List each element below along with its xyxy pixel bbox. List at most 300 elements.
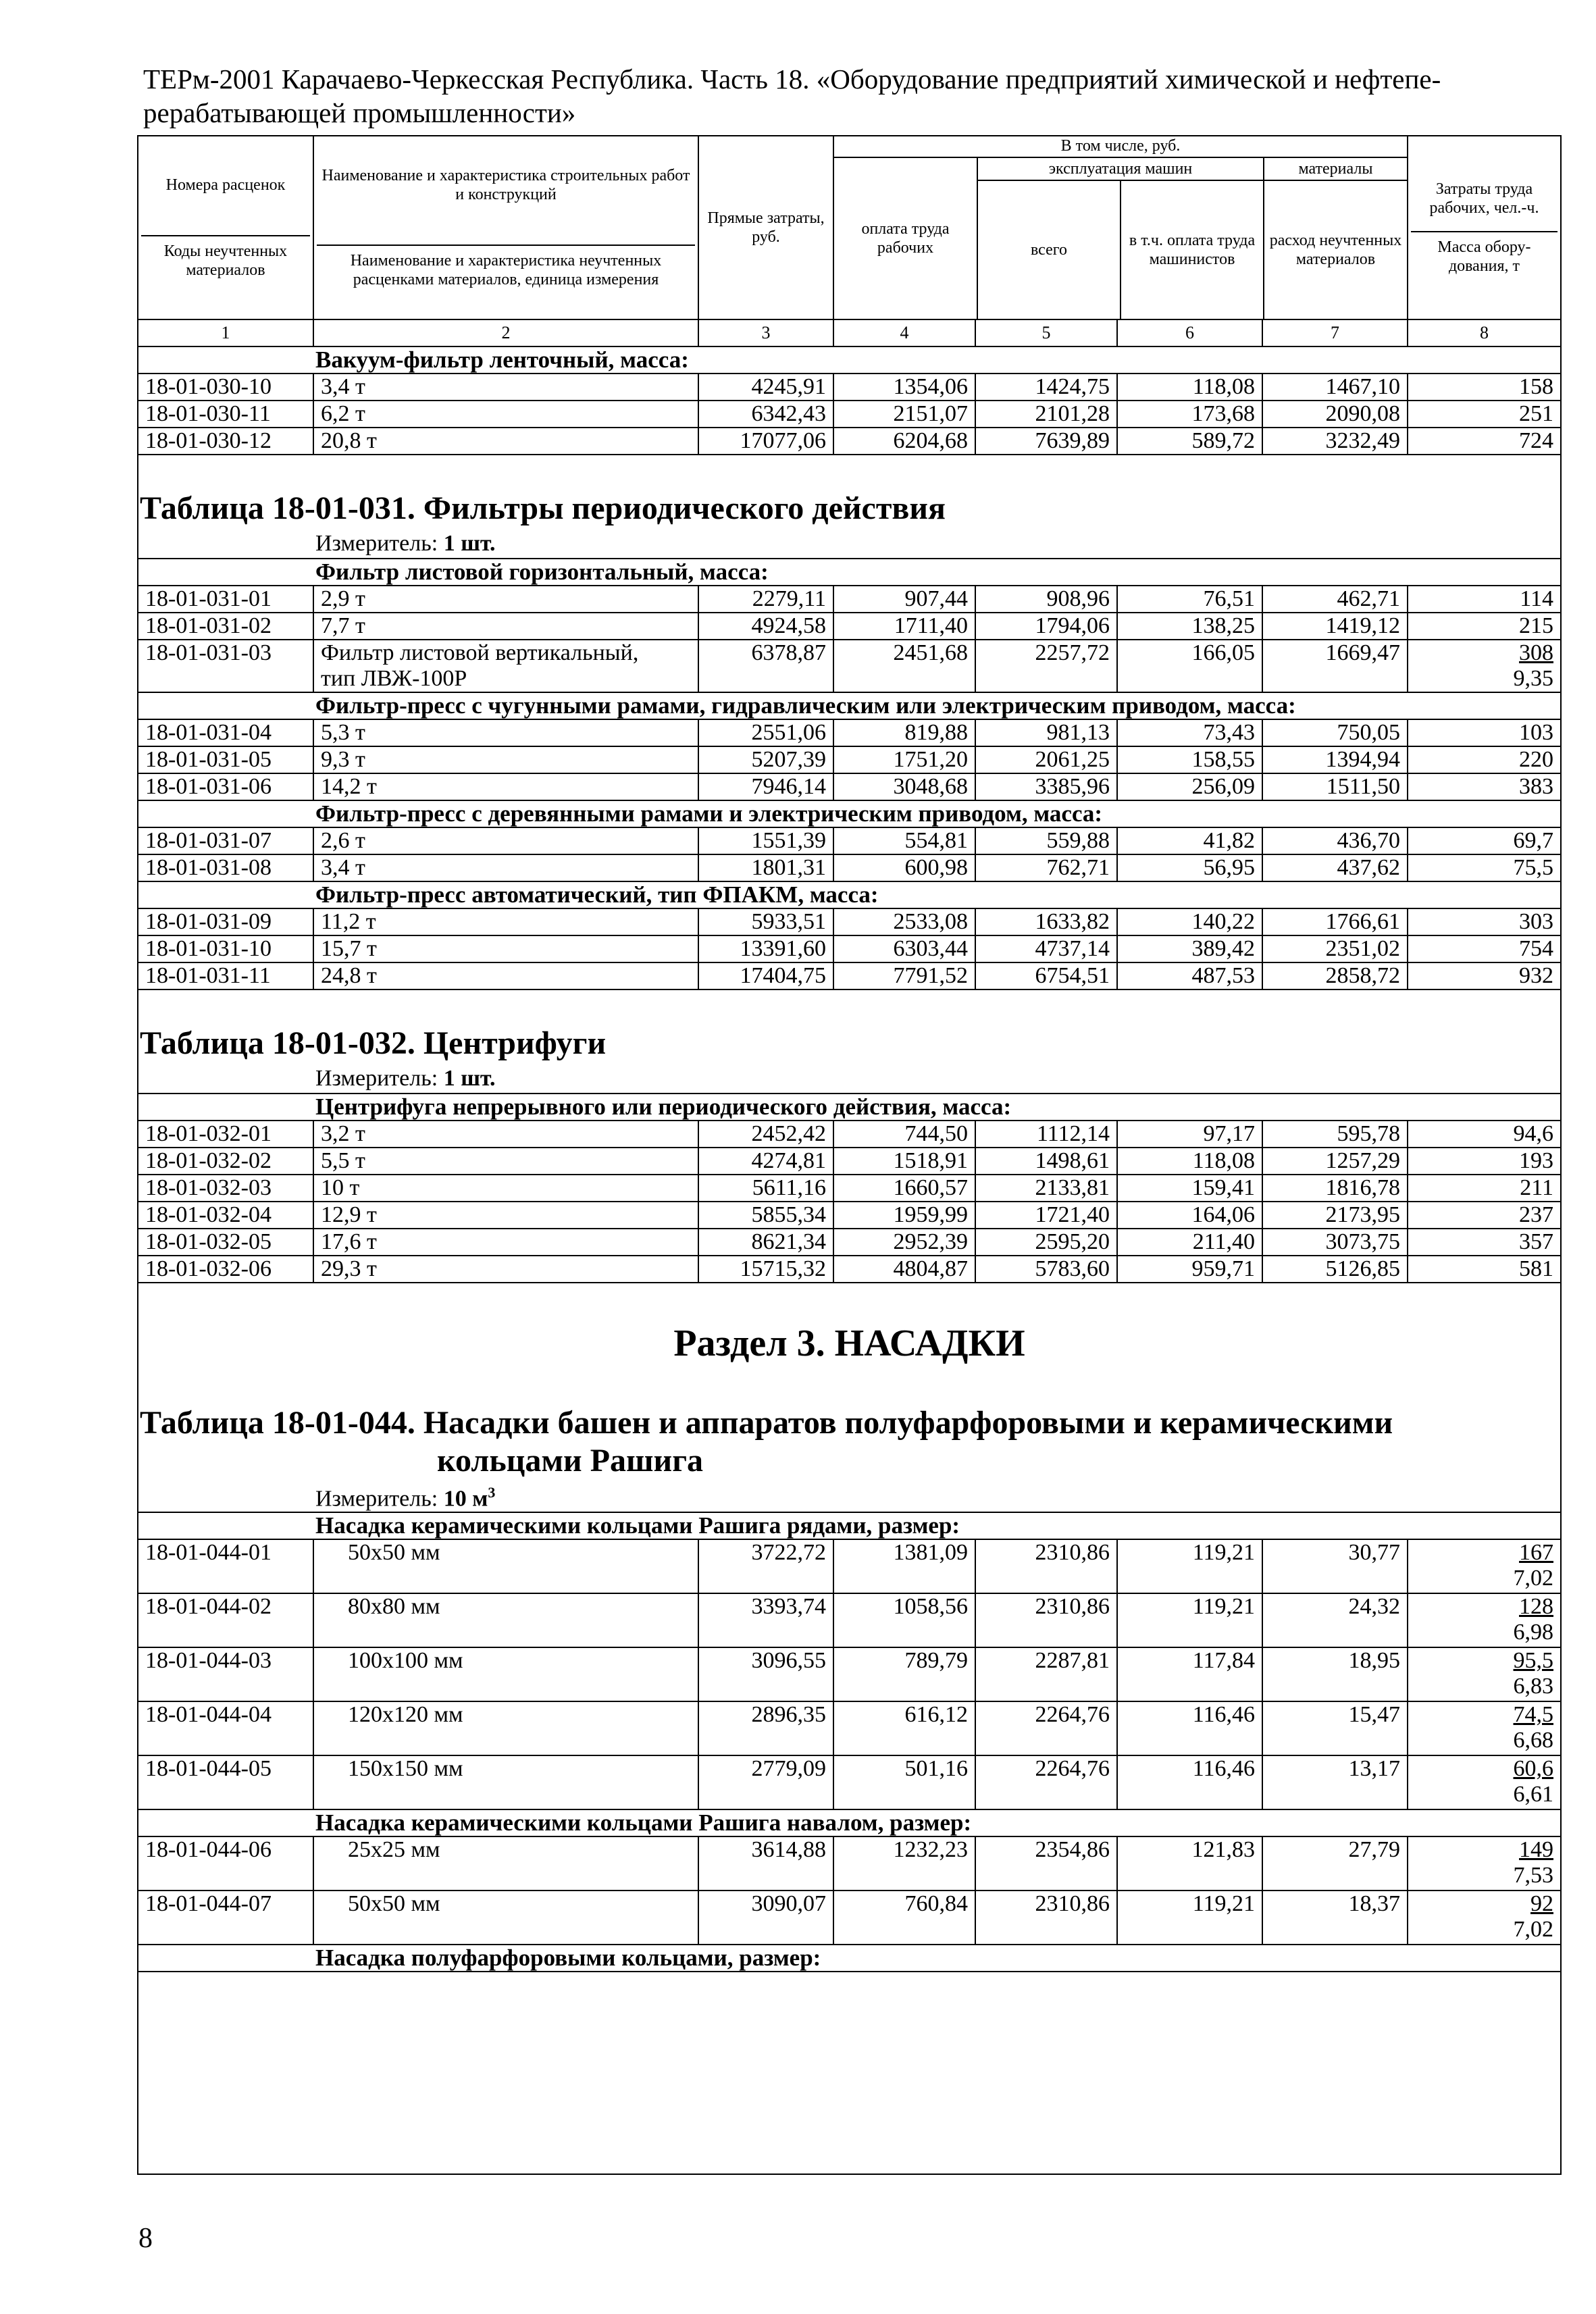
cost-c3: 2779,09 — [698, 1755, 833, 1809]
table-row — [138, 746, 1561, 773]
labor-mass: 211 — [1408, 1175, 1561, 1202]
measure-unit: Измеритель: 1 шт. — [138, 529, 1561, 559]
rate-code: 18-01-030-10 — [138, 374, 313, 401]
table-row — [138, 719, 1561, 746]
cost-c7: 437,62 — [1262, 854, 1408, 881]
group-heading: Фильтр-пресс с чугунными рамами, гидравлическим или электрическим приводом, масса: — [138, 692, 1561, 719]
table-title-row — [138, 488, 1561, 529]
cost-c6: 389,42 — [1117, 935, 1262, 962]
cost-c5: 1721,40 — [975, 1202, 1117, 1229]
cost-c7: 2090,08 — [1262, 401, 1408, 428]
measure-unit: Измеритель: 10 $м^3$ — [138, 1480, 1561, 1512]
labor-mass: 114 — [1408, 586, 1561, 613]
cost-c7: 2351,02 — [1262, 935, 1408, 962]
cost-c6: 959,71 — [1117, 1256, 1262, 1283]
labor-mass: 74,5 6,68 — [1408, 1701, 1561, 1755]
rate-code: 18-01-031-10 — [138, 935, 313, 962]
cost-c5: 559,88 — [975, 827, 1117, 854]
cost-c6: 121,83 — [1117, 1836, 1262, 1891]
table-row — [138, 962, 1561, 989]
cost-c7: 1669,47 — [1262, 640, 1408, 692]
item-name: 120х120 мм — [313, 1701, 698, 1755]
cost-c5: 2287,81 — [975, 1647, 1117, 1701]
cost-c3: 3722,72 — [698, 1539, 833, 1593]
cost-c6: 138,25 — [1117, 613, 1262, 640]
cost-c4: 744,50 — [833, 1121, 975, 1148]
cost-c5: 6754,51 — [975, 962, 1117, 989]
cost-c5: 4737,14 — [975, 935, 1117, 962]
cost-c4: 600,98 — [833, 854, 975, 881]
table-row — [138, 613, 1561, 640]
header-materials-use: расход неучтенных материалов — [1269, 232, 1402, 268]
rate-code: 18-01-031-08 — [138, 854, 313, 881]
table-row — [138, 773, 1561, 800]
rate-code: 18-01-031-03 — [138, 640, 313, 692]
item-name: 17,6 т — [313, 1229, 698, 1256]
table-row — [138, 1256, 1561, 1283]
table-row — [138, 1539, 1561, 1593]
labor-mass: 220 — [1408, 746, 1561, 773]
rate-code: 18-01-044-01 — [138, 1539, 313, 1593]
spacer-row — [138, 989, 1561, 1023]
cost-c5: 2310,86 — [975, 1593, 1117, 1647]
cost-c6: 41,82 — [1117, 827, 1262, 854]
spacer-row — [138, 1283, 1561, 1316]
rate-code: 18-01-044-02 — [138, 1593, 313, 1647]
header-including: В том числе, руб. оплата труда рабочих эксплуатация машин материалы всего в т.ч. оплата труда машинистов расход неучтенных материалов — [833, 136, 1408, 319]
cost-c4: 501,16 — [833, 1755, 975, 1809]
group-heading-row — [138, 1094, 1561, 1121]
cost-c7: 2173,95 — [1262, 1202, 1408, 1229]
cost-c4: 1058,56 — [833, 1593, 975, 1647]
table-row — [138, 1175, 1561, 1202]
table-row — [138, 640, 1561, 692]
labor-mass: 581 — [1408, 1256, 1561, 1283]
column-number: 7 — [1262, 319, 1408, 346]
spacer-row — [138, 455, 1561, 488]
table-title: Таблица 18-01-032. Центрифуги — [138, 1023, 1561, 1064]
cost-c3: 1801,31 — [698, 854, 833, 881]
table-row — [138, 1836, 1561, 1891]
cost-c7: 1766,61 — [1262, 908, 1408, 935]
cost-c6: 116,46 — [1117, 1701, 1262, 1755]
cost-c4: 7791,52 — [833, 962, 975, 989]
labor-mass: 383 — [1408, 773, 1561, 800]
measure-row — [138, 1064, 1561, 1094]
item-name: 50х50 мм — [313, 1539, 698, 1593]
column-number: 2 — [313, 319, 698, 346]
item-name: 2,6 т — [313, 827, 698, 854]
rate-code: 18-01-031-01 — [138, 586, 313, 613]
cost-c5: 2061,25 — [975, 746, 1117, 773]
labor-mass: 60,6 6,61 — [1408, 1755, 1561, 1809]
cost-c5: 1424,75 — [975, 374, 1117, 401]
cost-c3: 2551,06 — [698, 719, 833, 746]
labor-mass: 69,7 — [1408, 827, 1561, 854]
cost-c5: 2264,76 — [975, 1701, 1117, 1755]
cost-c3: 3614,88 — [698, 1836, 833, 1891]
item-name: 12,9 т — [313, 1202, 698, 1229]
cost-c4: 1232,23 — [833, 1836, 975, 1891]
rate-code: 18-01-032-01 — [138, 1121, 313, 1148]
rate-code: 18-01-044-03 — [138, 1647, 313, 1701]
cost-c7: 1816,78 — [1262, 1175, 1408, 1202]
cost-c5: 981,13 — [975, 719, 1117, 746]
cost-c3: 17404,75 — [698, 962, 833, 989]
cost-c7: 1511,50 — [1262, 773, 1408, 800]
table-row — [138, 1891, 1561, 1945]
cost-c7: 2858,72 — [1262, 962, 1408, 989]
cost-c5: 2310,86 — [975, 1891, 1117, 1945]
column-number: 8 — [1408, 319, 1561, 346]
labor-mass: 251 — [1408, 401, 1561, 428]
column-number: 6 — [1117, 319, 1262, 346]
table-row — [138, 401, 1561, 428]
labor-mass: 95,5 6,83 — [1408, 1647, 1561, 1701]
cost-c4: 760,84 — [833, 1891, 975, 1945]
cost-c6: 118,08 — [1117, 374, 1262, 401]
cost-c5: 2595,20 — [975, 1229, 1117, 1256]
cost-c3: 3393,74 — [698, 1593, 833, 1647]
cost-c3: 5855,34 — [698, 1202, 833, 1229]
item-name: 10 т — [313, 1175, 698, 1202]
cost-c6: 256,09 — [1117, 773, 1262, 800]
table-row — [138, 374, 1561, 401]
cost-c7: 24,32 — [1262, 1593, 1408, 1647]
cost-c7: 18,37 — [1262, 1891, 1408, 1945]
cost-c3: 6378,87 — [698, 640, 833, 692]
filler-cell — [138, 1972, 1561, 2174]
cost-c4: 1381,09 — [833, 1539, 975, 1593]
table-row — [138, 908, 1561, 935]
cost-c4: 789,79 — [833, 1647, 975, 1701]
cost-c3: 3090,07 — [698, 1891, 833, 1945]
item-name: 9,3 т — [313, 746, 698, 773]
rate-code: 18-01-044-07 — [138, 1891, 313, 1945]
group-heading: Фильтр листовой горизонтальный, масса: — [138, 559, 1561, 586]
group-heading-row — [138, 346, 1561, 374]
column-number: 4 — [833, 319, 975, 346]
table-row — [138, 586, 1561, 613]
header-machines-total: всего — [977, 180, 1121, 319]
section-title: Раздел 3. НАСАДКИ — [138, 1316, 1561, 1370]
group-heading-row — [138, 692, 1561, 719]
measure-unit: Измеритель: 1 шт. — [138, 1064, 1561, 1094]
header-codes: Номера расценок Коды неучтенных материалов — [138, 136, 313, 319]
cost-c3: 2452,42 — [698, 1121, 833, 1148]
labor-mass: 754 — [1408, 935, 1561, 962]
cost-c5: 908,96 — [975, 586, 1117, 613]
item-name: 14,2 т — [313, 773, 698, 800]
cost-c5: 3385,96 — [975, 773, 1117, 800]
rate-code: 18-01-032-04 — [138, 1202, 313, 1229]
cost-c4: 1711,40 — [833, 613, 975, 640]
cost-c7: 5126,85 — [1262, 1256, 1408, 1283]
cost-c6: 73,43 — [1117, 719, 1262, 746]
cost-c5: 2354,86 — [975, 1836, 1117, 1891]
cost-c3: 2279,11 — [698, 586, 833, 613]
spacer-row — [138, 1370, 1561, 1404]
group-heading: Фильтр-пресс автоматический, тип ФПАКМ, масса: — [138, 881, 1561, 908]
header-labor-pay: оплата труда рабочих — [834, 158, 977, 319]
cost-c5: 2310,86 — [975, 1539, 1117, 1593]
table-row — [138, 1647, 1561, 1701]
table-row — [138, 827, 1561, 854]
cost-c3: 15715,32 — [698, 1256, 833, 1283]
item-name: 20,8 т — [313, 428, 698, 455]
table-row — [138, 1701, 1561, 1755]
cost-c3: 1551,39 — [698, 827, 833, 854]
table-row — [138, 428, 1561, 455]
cost-c7: 18,95 — [1262, 1647, 1408, 1701]
cost-c4: 554,81 — [833, 827, 975, 854]
cost-c3: 5933,51 — [698, 908, 833, 935]
table-row — [138, 1202, 1561, 1229]
cost-c3: 3096,55 — [698, 1647, 833, 1701]
rate-code: 18-01-031-09 — [138, 908, 313, 935]
table-title-row — [138, 1023, 1561, 1064]
cost-c6: 589,72 — [1117, 428, 1262, 455]
cost-c4: 6204,68 — [833, 428, 975, 455]
table-row — [138, 1121, 1561, 1148]
labor-mass: 149 7,53 — [1408, 1836, 1561, 1891]
labor-mass: 357 — [1408, 1229, 1561, 1256]
spacer-cell — [138, 455, 1561, 488]
cost-c3: 6342,43 — [698, 401, 833, 428]
rate-code: 18-01-031-05 — [138, 746, 313, 773]
cost-c5: 1112,14 — [975, 1121, 1117, 1148]
labor-mass: 215 — [1408, 613, 1561, 640]
labor-mass: 92 7,02 — [1408, 1891, 1561, 1945]
cost-c3: 7946,14 — [698, 773, 833, 800]
cost-c7: 750,05 — [1262, 719, 1408, 746]
cost-c6: 97,17 — [1117, 1121, 1262, 1148]
cost-c6: 118,08 — [1117, 1148, 1262, 1175]
cost-c6: 140,22 — [1117, 908, 1262, 935]
cost-c7: 1419,12 — [1262, 613, 1408, 640]
header-machinist-pay: в т.ч. оплата труда машинистов — [1121, 180, 1264, 319]
cost-c4: 6303,44 — [833, 935, 975, 962]
labor-mass: 193 — [1408, 1148, 1561, 1175]
labor-mass: 94,6 — [1408, 1121, 1561, 1148]
item-name: 80х80 мм — [313, 1593, 698, 1647]
price-table — [137, 135, 1562, 2175]
labor-mass: 932 — [1408, 962, 1561, 989]
cost-c3: 4245,91 — [698, 374, 833, 401]
item-name: 11,2 т — [313, 908, 698, 935]
cost-c6: 76,51 — [1117, 586, 1262, 613]
cost-c5: 1498,61 — [975, 1148, 1117, 1175]
item-name: 3,4 т — [313, 374, 698, 401]
cost-c6: 119,21 — [1117, 1593, 1262, 1647]
cost-c3: 17077,06 — [698, 428, 833, 455]
cost-c3: 5207,39 — [698, 746, 833, 773]
group-heading-row — [138, 559, 1561, 586]
rate-code: 18-01-030-11 — [138, 401, 313, 428]
cost-c7: 3073,75 — [1262, 1229, 1408, 1256]
cost-c7: 15,47 — [1262, 1701, 1408, 1755]
labor-mass: 167 7,02 — [1408, 1539, 1561, 1593]
table-title-row — [138, 1404, 1561, 1480]
cost-c6: 119,21 — [1117, 1891, 1262, 1945]
cost-c6: 116,46 — [1117, 1755, 1262, 1809]
table-header-row — [138, 136, 1561, 319]
header-machines: эксплуатация машин — [977, 158, 1264, 180]
rate-code: 18-01-032-03 — [138, 1175, 313, 1202]
cost-c5: 2257,72 — [975, 640, 1117, 692]
cost-c3: 13391,60 — [698, 935, 833, 962]
group-heading-row — [138, 800, 1561, 827]
item-name: Фильтр листовой вертикальный, тип ЛВЖ-100Р — [313, 640, 698, 692]
cost-c5: 762,71 — [975, 854, 1117, 881]
cost-c5: 1794,06 — [975, 613, 1117, 640]
cost-c7: 30,77 — [1262, 1539, 1408, 1593]
column-number: 5 — [975, 319, 1117, 346]
rate-code: 18-01-031-11 — [138, 962, 313, 989]
item-name: 3,2 т — [313, 1121, 698, 1148]
cost-c4: 2533,08 — [833, 908, 975, 935]
cost-c5: 2264,76 — [975, 1755, 1117, 1809]
labor-mass: 308 9,35 — [1408, 640, 1561, 692]
cost-c4: 2952,39 — [833, 1229, 975, 1256]
labor-mass: 303 — [1408, 908, 1561, 935]
cost-c7: 595,78 — [1262, 1121, 1408, 1148]
cost-c4: 616,12 — [833, 1701, 975, 1755]
cost-c6: 166,05 — [1117, 640, 1262, 692]
cost-c4: 1751,20 — [833, 746, 975, 773]
filler-row — [138, 1972, 1561, 2174]
cost-c5: 2133,81 — [975, 1175, 1117, 1202]
item-name: 100х100 мм — [313, 1647, 698, 1701]
item-name: 24,8 т — [313, 962, 698, 989]
item-name: 5,3 т — [313, 719, 698, 746]
item-name: 25х25 мм — [313, 1836, 698, 1891]
group-heading: Фильтр-пресс с деревянными рамами и электрическим приводом, масса: — [138, 800, 1561, 827]
cost-c6: 119,21 — [1117, 1539, 1262, 1593]
rate-code: 18-01-044-04 — [138, 1701, 313, 1755]
cost-c7: 3232,49 — [1262, 428, 1408, 455]
cost-c4: 1959,99 — [833, 1202, 975, 1229]
labor-mass: 128 6,98 — [1408, 1593, 1561, 1647]
item-name: 15,7 т — [313, 935, 698, 962]
table-title: Таблица 18-01-031. Фильтры периодического действия — [138, 488, 1561, 529]
page-number: 8 — [138, 2223, 153, 2254]
cost-c7: 1257,29 — [1262, 1148, 1408, 1175]
cost-c4: 1354,06 — [833, 374, 975, 401]
group-heading-row — [138, 1945, 1561, 1972]
cost-c6: 117,84 — [1117, 1647, 1262, 1701]
column-number: 3 — [698, 319, 833, 346]
rate-code: 18-01-030-12 — [138, 428, 313, 455]
cost-c6: 173,68 — [1117, 401, 1262, 428]
item-name: 7,7 т — [313, 613, 698, 640]
table-title: Таблица 18-01-044. Насадки башен и аппаратов полуфарфоровыми и керамическими кольцами Рашига — [138, 1404, 1561, 1480]
cost-c7: 13,17 — [1262, 1755, 1408, 1809]
cost-c5: 1633,82 — [975, 908, 1117, 935]
group-heading: Вакуум-фильтр ленточный, масса: — [138, 346, 1561, 374]
rate-code: 18-01-032-02 — [138, 1148, 313, 1175]
labor-mass: 158 — [1408, 374, 1561, 401]
rate-code: 18-01-044-05 — [138, 1755, 313, 1809]
cost-c6: 159,41 — [1117, 1175, 1262, 1202]
cost-c5: 2101,28 — [975, 401, 1117, 428]
cost-c3: 2896,35 — [698, 1701, 833, 1755]
cost-c3: 4274,81 — [698, 1148, 833, 1175]
cost-c6: 158,55 — [1117, 746, 1262, 773]
item-name: 6,2 т — [313, 401, 698, 428]
spacer-cell — [138, 989, 1561, 1023]
rate-code: 18-01-031-07 — [138, 827, 313, 854]
item-name: 29,3 т — [313, 1256, 698, 1283]
rate-code: 18-01-031-04 — [138, 719, 313, 746]
cost-c3: 4924,58 — [698, 613, 833, 640]
header-labor-mass: Затраты труда рабочих, чел.-ч. Масса обору- дования, т — [1408, 136, 1561, 319]
labor-mass: 237 — [1408, 1202, 1561, 1229]
page-header: ТЕРм-2001 Карачаево-Черкесская Республика. Часть 18. «Оборудование предприятий химической и нефтепе- рерабатывающей промышленности» — [143, 63, 1441, 128]
labor-mass: 724 — [1408, 428, 1561, 455]
spacer-cell — [138, 1283, 1561, 1316]
column-number: 1 — [138, 319, 313, 346]
cost-c4: 4804,87 — [833, 1256, 975, 1283]
table-row — [138, 1148, 1561, 1175]
labor-mass: 103 — [1408, 719, 1561, 746]
cost-c7: 1467,10 — [1262, 374, 1408, 401]
table-row — [138, 1755, 1561, 1809]
section-title-row — [138, 1316, 1561, 1370]
cost-c4: 2451,68 — [833, 640, 975, 692]
cost-c4: 819,88 — [833, 719, 975, 746]
cost-c4: 907,44 — [833, 586, 975, 613]
header-direct-costs: Прямые затраты, руб. — [698, 136, 833, 319]
item-name: 150х150 мм — [313, 1755, 698, 1809]
cost-c6: 164,06 — [1117, 1202, 1262, 1229]
group-heading: Насадка керамическими кольцами Рашига навалом, размер: — [138, 1809, 1561, 1836]
rate-code: 18-01-031-06 — [138, 773, 313, 800]
item-name: 3,4 т — [313, 854, 698, 881]
measure-row — [138, 1480, 1561, 1512]
header-names: Наименование и характеристика строительных работ и конструкций Наименование и характеристика неучтенных расценками материалов, единица измерения — [313, 136, 698, 319]
table-row — [138, 1229, 1561, 1256]
group-heading: Насадка керамическими кольцами Рашига рядами, размер: — [138, 1512, 1561, 1539]
group-heading: Насадка полуфарфоровыми кольцами, размер: — [138, 1945, 1561, 1972]
table-row — [138, 935, 1561, 962]
rate-code: 18-01-044-06 — [138, 1836, 313, 1891]
spacer-cell — [138, 1370, 1561, 1404]
cost-c5: 7639,89 — [975, 428, 1117, 455]
cost-c7: 436,70 — [1262, 827, 1408, 854]
cost-c6: 56,95 — [1117, 854, 1262, 881]
rate-code: 18-01-031-02 — [138, 613, 313, 640]
cost-c7: 1394,94 — [1262, 746, 1408, 773]
cost-c4: 1660,57 — [833, 1175, 975, 1202]
cost-c4: 1518,91 — [833, 1148, 975, 1175]
cost-c5: 5783,60 — [975, 1256, 1117, 1283]
group-heading-row — [138, 881, 1561, 908]
item-name: 50х50 мм — [313, 1891, 698, 1945]
cost-c4: 3048,68 — [833, 773, 975, 800]
item-name: 5,5 т — [313, 1148, 698, 1175]
cost-c6: 211,40 — [1117, 1229, 1262, 1256]
header-materials: материалы — [1264, 158, 1407, 180]
measure-row — [138, 529, 1561, 559]
cost-c4: 2151,07 — [833, 401, 975, 428]
rate-code: 18-01-032-06 — [138, 1256, 313, 1283]
cost-c6: 487,53 — [1117, 962, 1262, 989]
labor-mass: 75,5 — [1408, 854, 1561, 881]
rate-code: 18-01-032-05 — [138, 1229, 313, 1256]
cost-c3: 5611,16 — [698, 1175, 833, 1202]
cost-c7: 462,71 — [1262, 586, 1408, 613]
